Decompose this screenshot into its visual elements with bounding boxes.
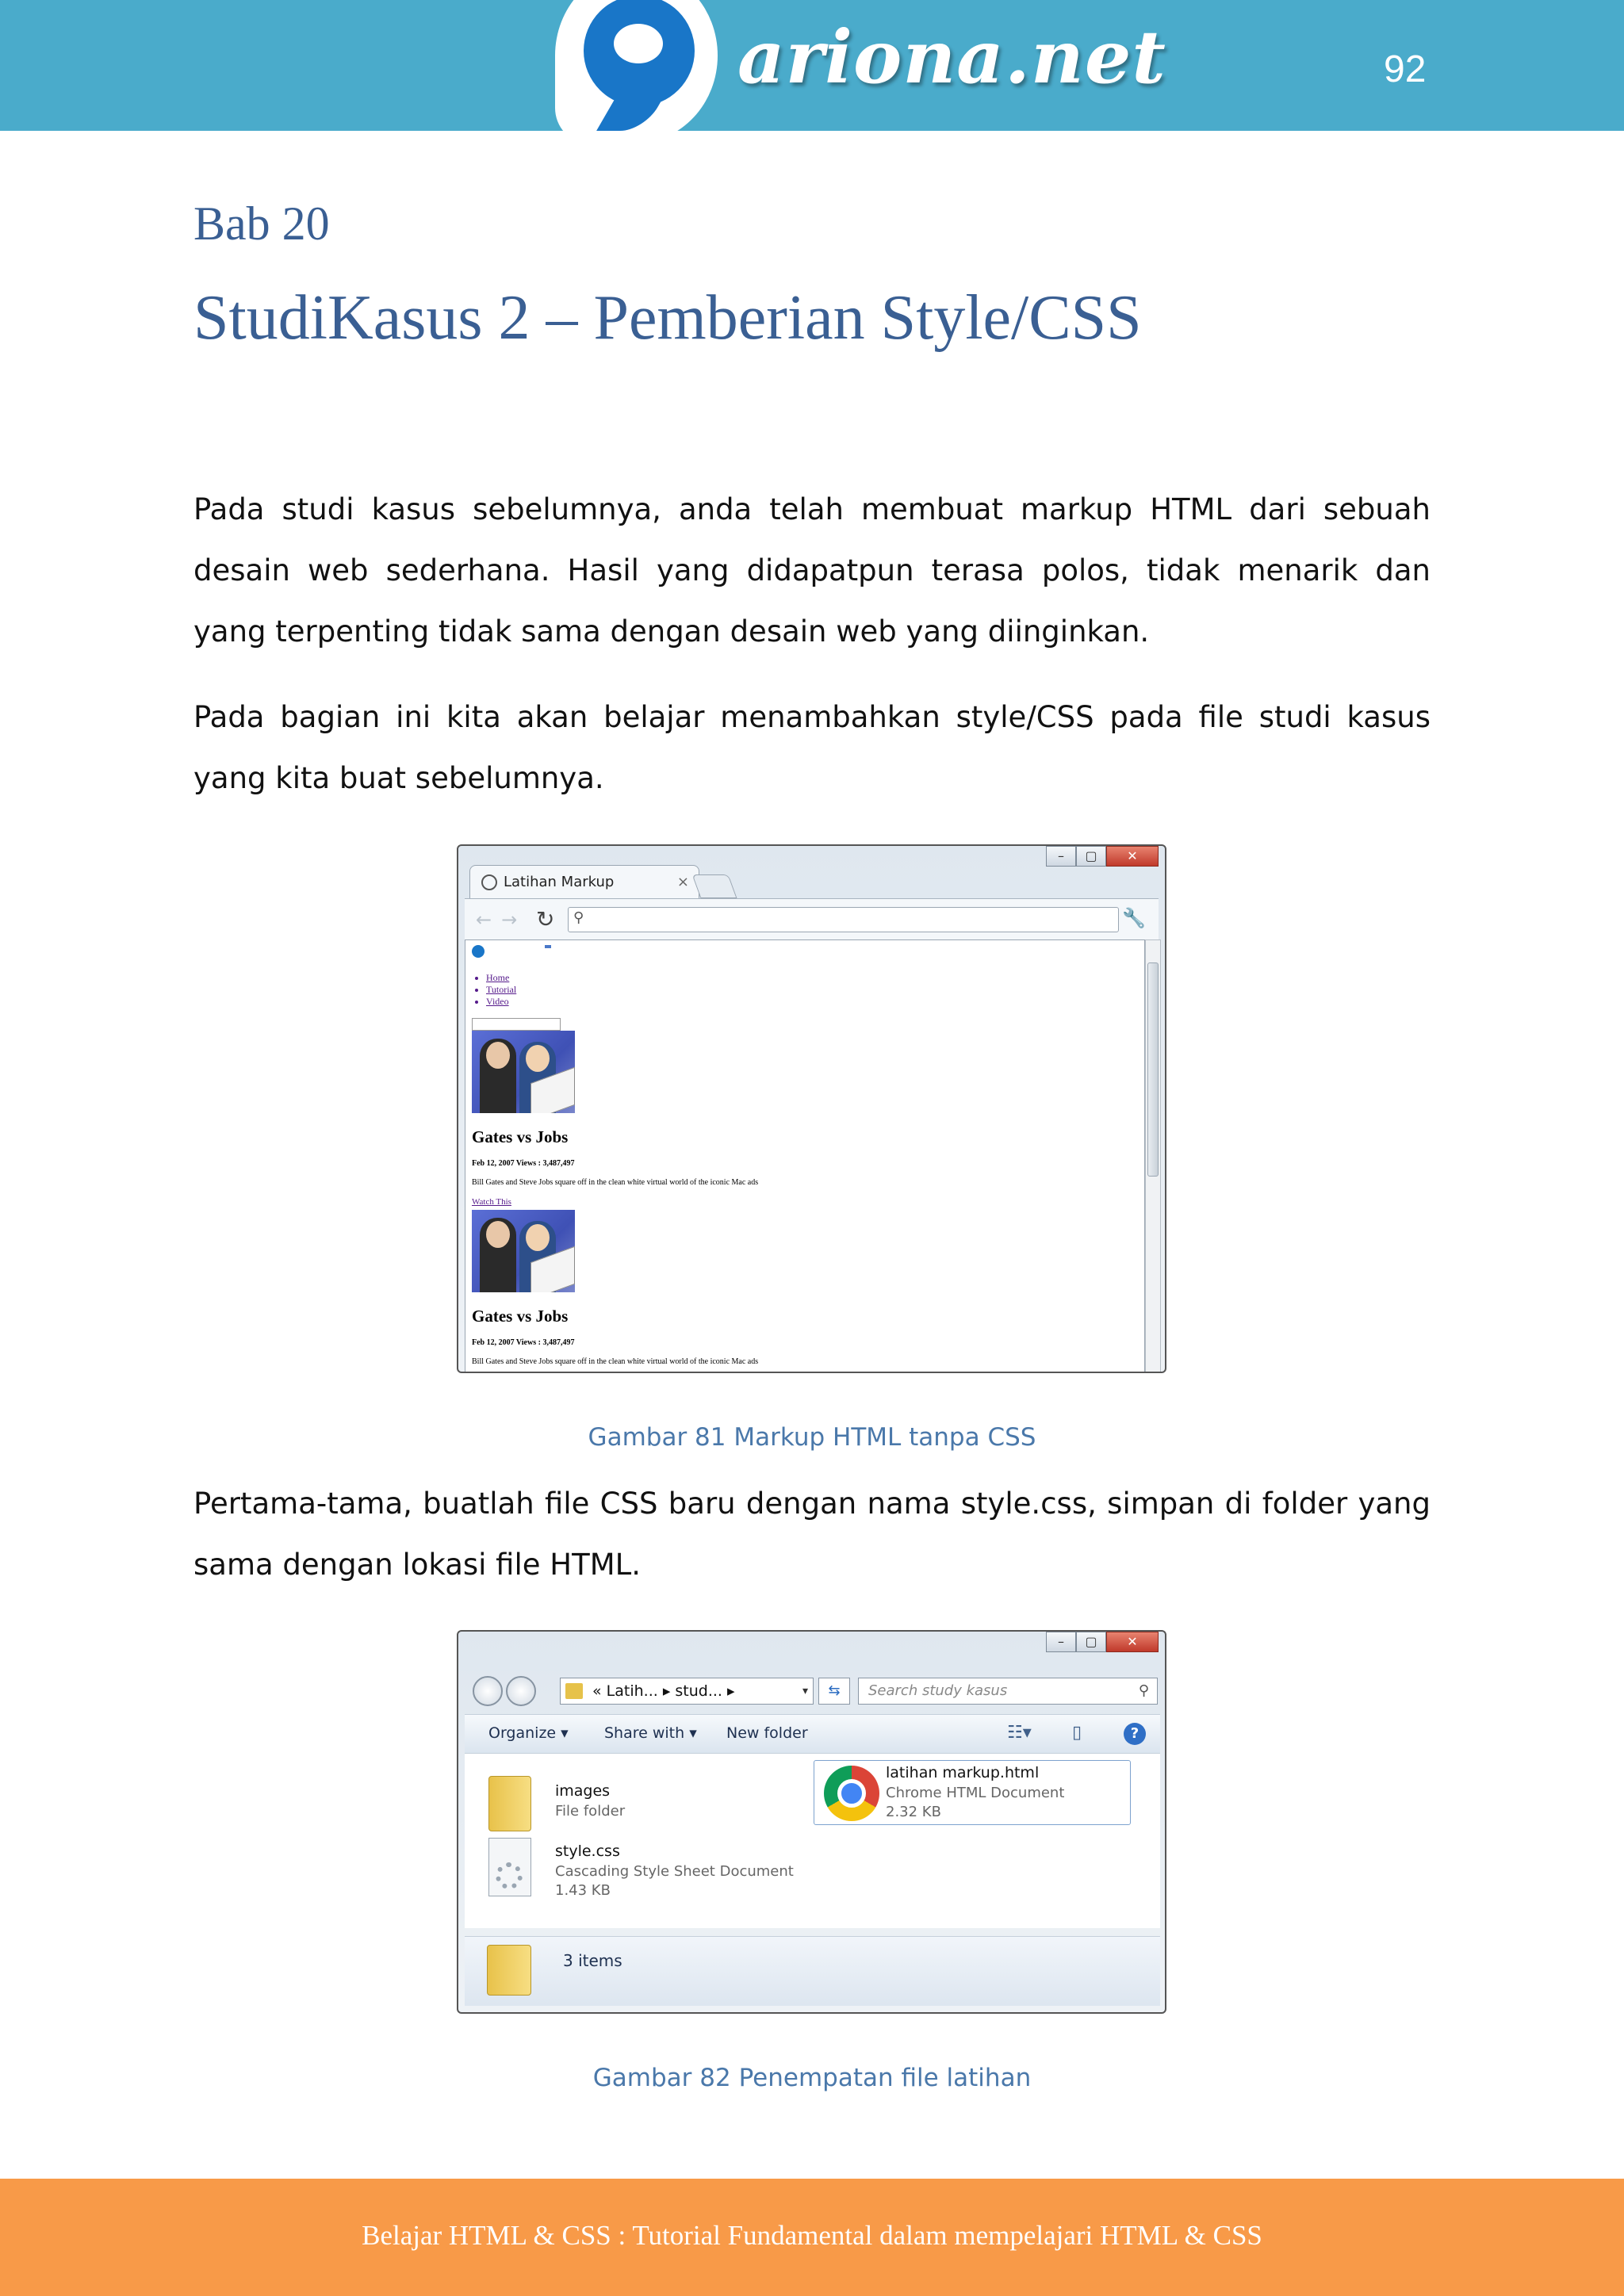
scrollbar[interactable] [1145, 939, 1161, 1372]
explorer-navbar [465, 1671, 1160, 1711]
close-icon[interactable]: ✕ [1106, 846, 1159, 867]
nav-link-tutorial[interactable]: • Tutorial [486, 984, 516, 996]
video-thumbnail [472, 1210, 575, 1292]
nav-link-home[interactable]: • Home [486, 972, 516, 984]
paragraph-section: Pada bagian ini kita akan belajar menambahkan style/CSS pada file studi kasus yang kita buat sebelumnya. [193, 700, 1431, 795]
chapter-title: StudiKasus 2 – Pemberian Style/CSS [193, 283, 1142, 353]
paragraph-intro: Pada studi kasus sebelumnya, anda telah membuat markup HTML dari sebuah desain web sederhana. Hasil yang didapatpun terasa polos, tidak menarik dan yang terpenting tidak sama dengan desain web yang diinginkan. [193, 492, 1431, 649]
command-bar [465, 1714, 1160, 1754]
new-folder-button[interactable]: New folder [726, 1724, 808, 1742]
minimize-icon[interactable]: – [1046, 1632, 1076, 1652]
search-input[interactable] [858, 1678, 1158, 1705]
file-type: File folder [555, 1803, 626, 1820]
list-item-selected[interactable] [814, 1760, 1131, 1825]
chrome-icon [824, 1766, 879, 1821]
video-title: Gates vs Jobs [472, 1127, 569, 1146]
preview-pane-icon[interactable]: ▯ [1072, 1723, 1082, 1743]
video-thumbnail [472, 1031, 575, 1113]
search-box[interactable] [472, 1018, 561, 1031]
file-type: Cascading Style Sheet Document [555, 1863, 794, 1880]
figure-caption-82: Gambar 82 Penempatan file latihan [592, 2064, 1032, 2092]
browser-toolbar [465, 898, 1159, 939]
refresh-icon[interactable]: ⇆ [818, 1678, 850, 1705]
folder-icon [565, 1683, 583, 1699]
status-bar [465, 1936, 1160, 2006]
css-file-icon [488, 1838, 531, 1896]
item-count: 3 items [563, 1951, 622, 1970]
explorer-window-figure [457, 1630, 1166, 2014]
file-name[interactable]: latihan markup.html [886, 1764, 1040, 1781]
file-size: 1.43 KB [555, 1882, 611, 1899]
window-controls [1046, 846, 1159, 870]
file-type: Chrome HTML Document [886, 1785, 1065, 1801]
tab-close-icon[interactable]: × [676, 874, 689, 890]
address-bar[interactable] [568, 907, 1119, 932]
page-footer [0, 2179, 1624, 2296]
wrench-icon[interactable]: 🔧 [1122, 907, 1146, 929]
search-placeholder: Search study kasus [868, 1682, 1008, 1699]
share-with-button[interactable]: Share with ▾ [604, 1724, 697, 1742]
search-icon: ⚲ [1138, 1682, 1149, 1699]
window-controls [1046, 1632, 1159, 1655]
logo-text: ariona.net [737, 14, 1166, 100]
back-forward-icon[interactable]: ←→ [476, 909, 527, 931]
page-number: 92 [1384, 48, 1427, 90]
watch-link[interactable]: Watch This [472, 1197, 511, 1207]
globe-icon [481, 874, 497, 890]
reload-icon[interactable]: ↻ [536, 906, 555, 932]
site-logo-text [545, 945, 551, 948]
nav-link-video[interactable]: • Video [486, 996, 516, 1008]
video-meta: Feb 12, 2007 Views : 3,487,497 [472, 1338, 575, 1347]
maximize-icon[interactable]: ▢ [1076, 846, 1106, 867]
back-button[interactable] [473, 1676, 503, 1706]
page-header [0, 0, 1624, 131]
browser-viewport [465, 939, 1145, 1372]
organize-button[interactable]: Organize ▾ [488, 1724, 569, 1742]
paragraph-instruction: Pertama-tama, buatlah file CSS baru dengan nama style.css, simpan di folder yang sama dengan lokasi file HTML. [193, 1487, 1431, 1582]
view-options-icon[interactable]: ☷▾ [1007, 1723, 1032, 1743]
scroll-thumb[interactable] [1147, 962, 1159, 1177]
address-bar[interactable] [560, 1678, 814, 1705]
maximize-icon[interactable]: ▢ [1076, 1632, 1106, 1652]
gear-icon [496, 1862, 523, 1889]
forward-button[interactable] [506, 1676, 536, 1706]
file-name[interactable]: style.css [555, 1843, 620, 1860]
tab-title: Latihan Markup [504, 874, 615, 890]
new-tab-button[interactable] [692, 874, 737, 898]
video-title: Gates vs Jobs [472, 1307, 569, 1326]
file-list [465, 1754, 1160, 1928]
folder-icon [487, 1945, 531, 1996]
address-path: « Latih... ▸ stud... ▸ [592, 1682, 735, 1700]
help-icon[interactable]: ? [1124, 1723, 1146, 1745]
file-size: 2.32 KB [886, 1804, 941, 1820]
chevron-down-icon[interactable]: ▾ [802, 1685, 808, 1697]
browser-tab[interactable] [469, 865, 699, 900]
browser-window-figure [457, 844, 1166, 1373]
video-meta: Feb 12, 2007 Views : 3,487,497 [472, 1159, 575, 1168]
figure-caption-81: Gambar 81 Markup HTML tanpa CSS [588, 1423, 1036, 1452]
search-icon: ⚲ [573, 909, 584, 926]
folder-icon [488, 1776, 531, 1831]
video-desc: Bill Gates and Steve Jobs square off in the clean white virtual world of the iconic Mac ads [472, 1178, 759, 1187]
file-name[interactable]: images [555, 1782, 611, 1800]
chapter-label: Bab 20 [193, 197, 330, 250]
minimize-icon[interactable]: – [1046, 846, 1076, 867]
site-nav [486, 972, 516, 1008]
footer-text: Belajar HTML & CSS : Tutorial Fundamental dalam mempelajari HTML & CSS [362, 2220, 1262, 2251]
site-logo-icon [472, 945, 485, 958]
close-icon[interactable]: ✕ [1106, 1632, 1159, 1652]
video-desc: Bill Gates and Steve Jobs square off in the clean white virtual world of the iconic Mac ads [472, 1357, 759, 1366]
